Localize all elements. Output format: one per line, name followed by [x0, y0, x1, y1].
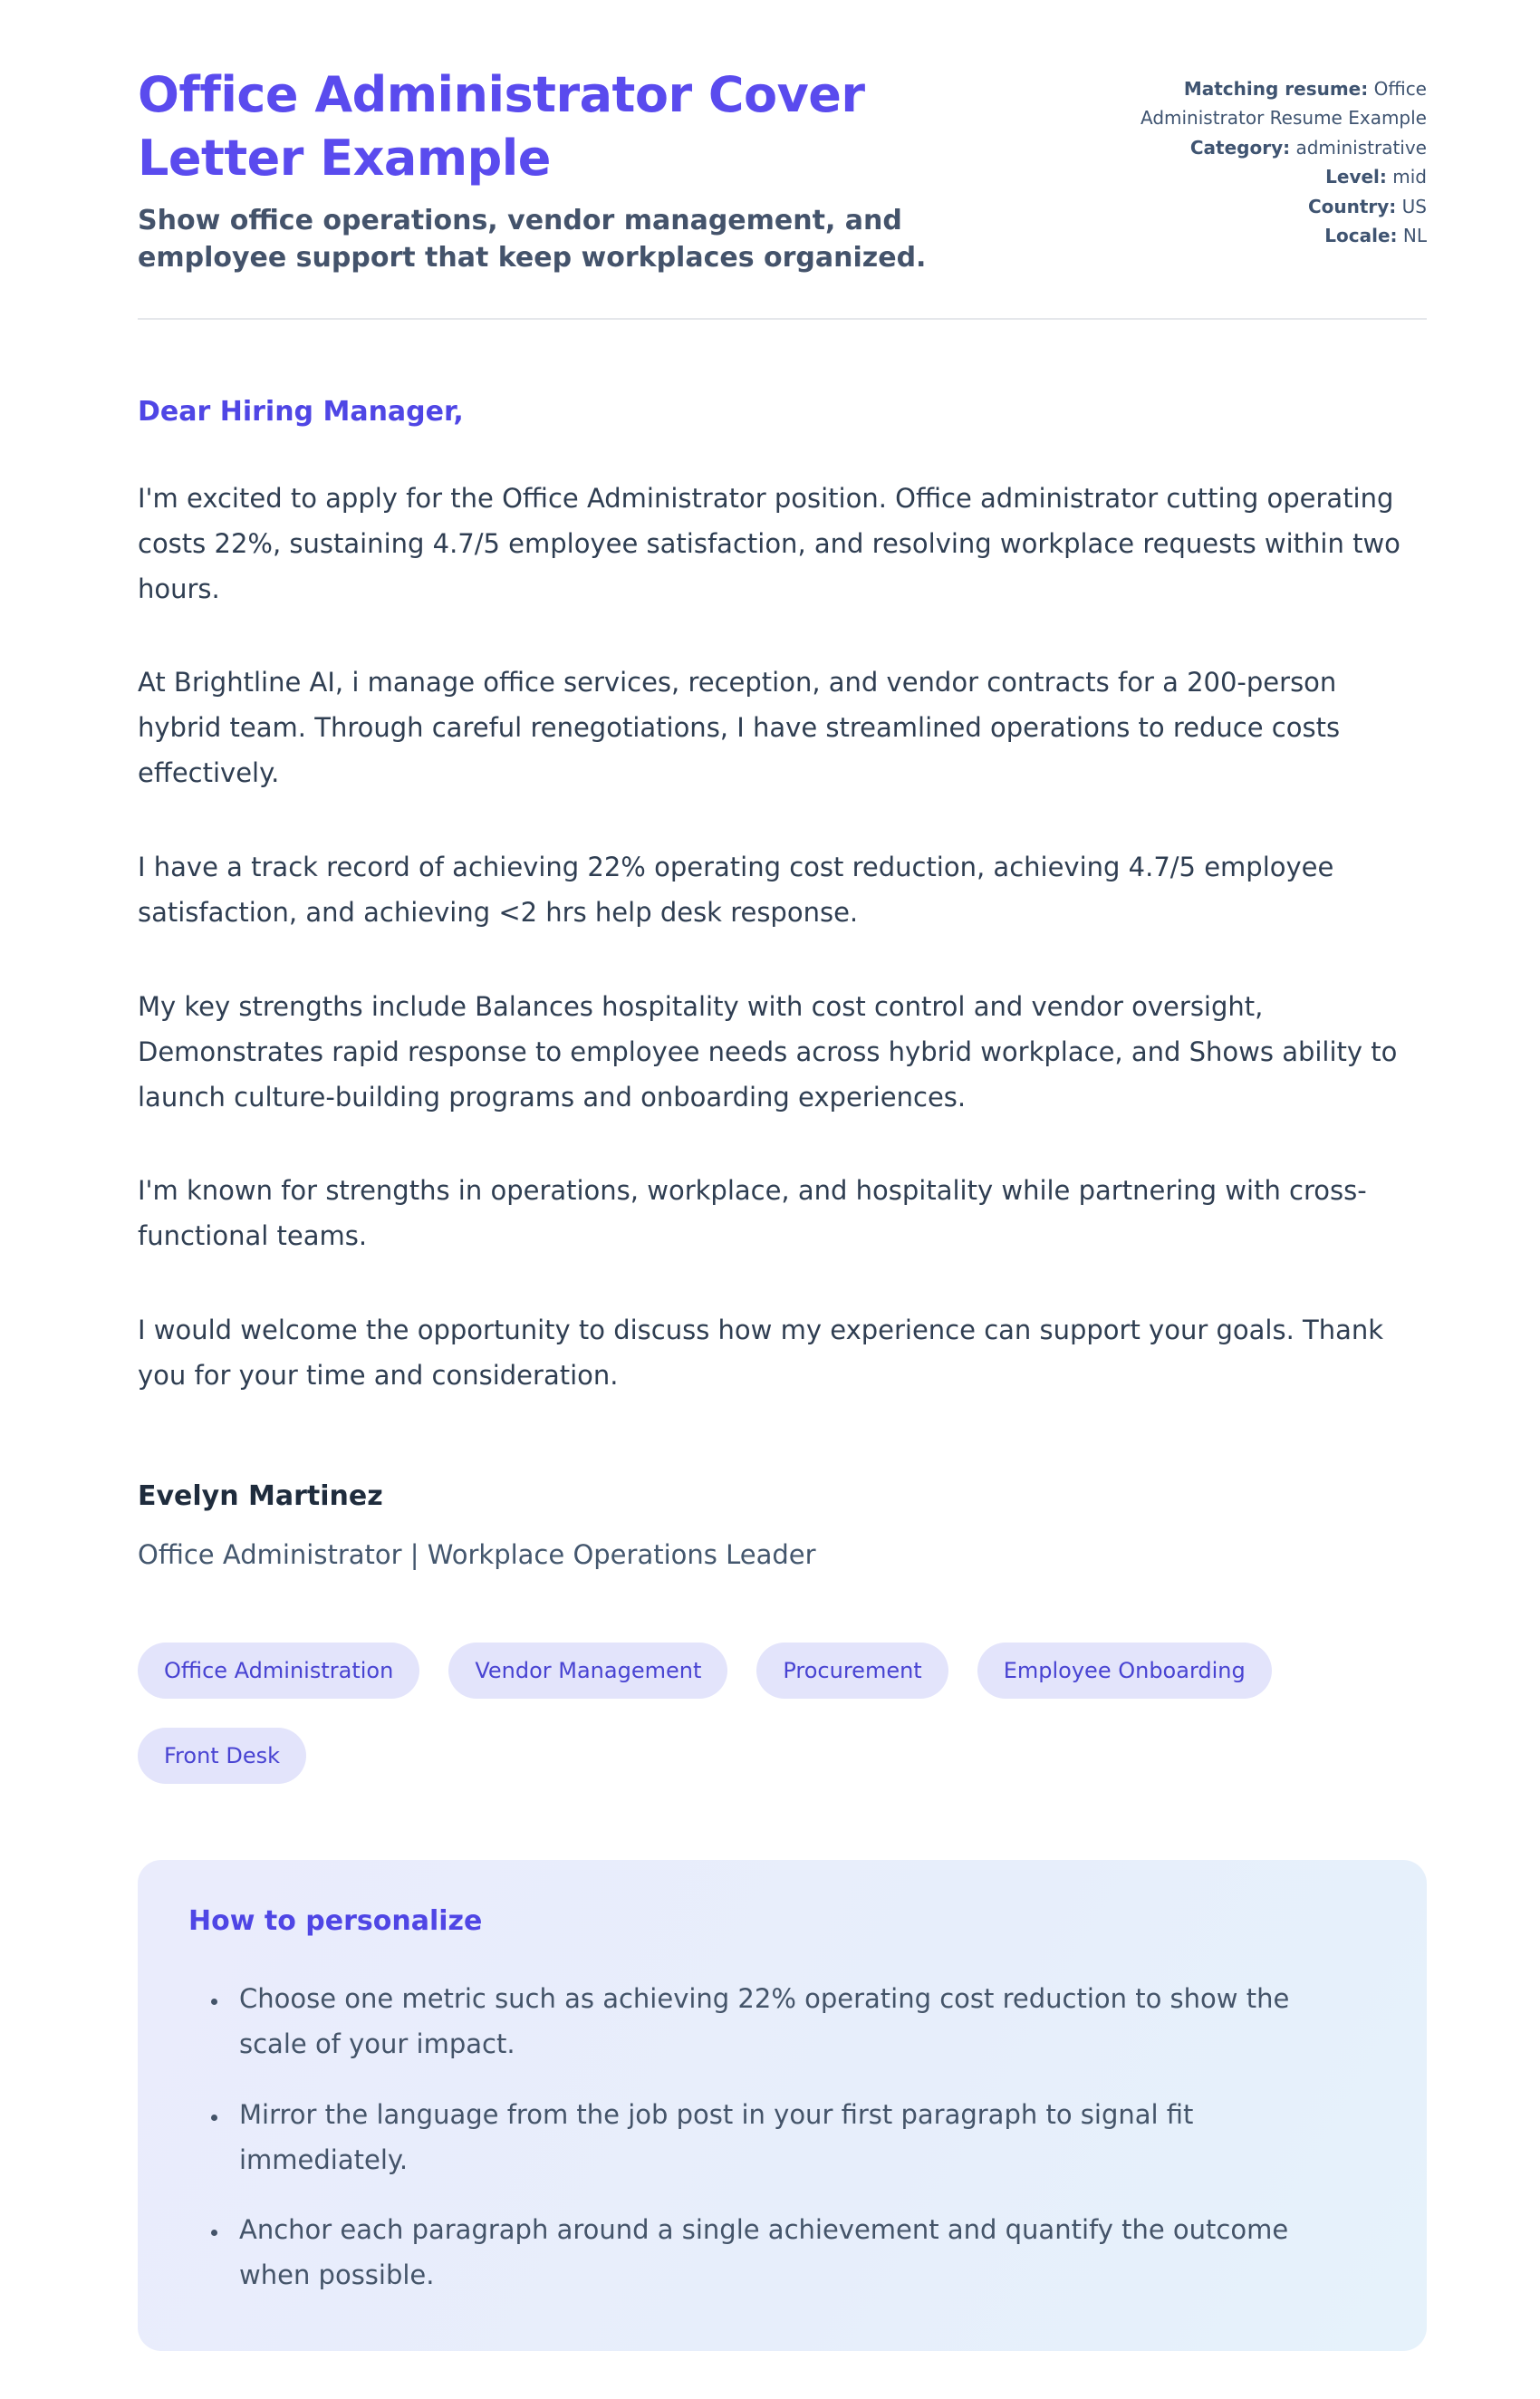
- meta-label: Country:: [1307, 195, 1397, 217]
- meta-value: mid: [1392, 166, 1427, 188]
- meta-country: [1135, 192, 1427, 221]
- page-header: [138, 63, 1427, 276]
- skill-tags: [138, 1643, 1427, 1784]
- page-title: Office Administrator Cover Letter Example: [138, 66, 865, 188]
- meta-label: Level:: [1325, 166, 1387, 188]
- page-subtitle: Show office operations, vendor management, and employee support that keep workplaces organized.: [138, 205, 927, 274]
- meta-value: NL: [1402, 224, 1427, 246]
- header-divider: [138, 318, 1427, 320]
- letter-paragraph: I'm excited to apply for the Office Administrator position. Office administrator cutting operating costs 22%, sustaining 4.7/5 employee satisfaction, and resolving workplace requests within two hours.: [138, 482, 1400, 604]
- letter-paragraphs: [138, 477, 1427, 1399]
- letter-paragraph: I'm known for strengths in operations, workplace, and hospitality while partnering with cross-functional teams.: [138, 1175, 1367, 1252]
- signature-title: Office Administrator | Workplace Operations Leader: [138, 1538, 816, 1570]
- tag-vendor-management[interactable]: Vendor Management: [448, 1643, 727, 1699]
- letter-greeting: Dear Hiring Manager,: [138, 395, 464, 428]
- meta-matching-resume: [1135, 74, 1427, 133]
- meta-locale: [1135, 221, 1427, 250]
- personalize-tip: • Mirror the language from the job post in your first paragraph to signal fit immediately.: [230, 2093, 1344, 2183]
- meta-value: administrative: [1295, 136, 1427, 159]
- tag-front-desk[interactable]: Front Desk: [138, 1728, 306, 1784]
- letter-paragraph: I have a track record of achieving 22% operating cost reduction, achieving 4.7/5 employee satisfaction, and achieving <2 hrs help desk response.: [138, 852, 1334, 928]
- meta-label: Matching resume:: [1183, 78, 1369, 100]
- resume-meta-block: [1135, 63, 1427, 250]
- meta-category: [1135, 133, 1427, 162]
- personalize-tip: • Anchor each paragraph around a single achievement and quantify the outcome when possible.: [230, 2208, 1344, 2298]
- tag-procurement[interactable]: Procurement: [756, 1643, 948, 1699]
- signature-name: Evelyn Martinez: [138, 1479, 383, 1512]
- meta-level: [1135, 162, 1427, 191]
- letter-body: [138, 396, 1427, 1570]
- personalize-tips: [188, 1977, 1376, 2298]
- meta-value: Office Administrator Resume Example: [1140, 78, 1427, 130]
- meta-label: Category:: [1189, 136, 1291, 159]
- header-title-block: [138, 63, 1099, 276]
- personalize-heading: How to personalize: [188, 1904, 483, 1937]
- personalize-tip: • Choose one metric such as achieving 22% operating cost reduction to show the scale of your impact.: [230, 1977, 1344, 2067]
- tag-employee-onboarding[interactable]: Employee Onboarding: [977, 1643, 1272, 1699]
- tag-office-administration[interactable]: Office Administration: [138, 1643, 419, 1699]
- letter-paragraph: My key strengths include Balances hospitality with cost control and vendor oversight, Demonstrates rapid response to employee needs across hybrid workplace, and Shows ability to launch culture-building programs and onboarding experiences.: [138, 990, 1398, 1113]
- letter-paragraph: At Brightline AI, i manage office services, reception, and vendor contracts for a 200-person hybrid team. Through careful renegotiations, I have streamlined operations to reduce costs effectively.: [138, 667, 1341, 789]
- meta-label: Locale:: [1324, 224, 1398, 246]
- personalize-card: [138, 1860, 1427, 2351]
- letter-paragraph: I would welcome the opportunity to discuss how my experience can support your goals. Thank you for your time and consideration.: [138, 1315, 1384, 1391]
- meta-value: US: [1401, 195, 1427, 217]
